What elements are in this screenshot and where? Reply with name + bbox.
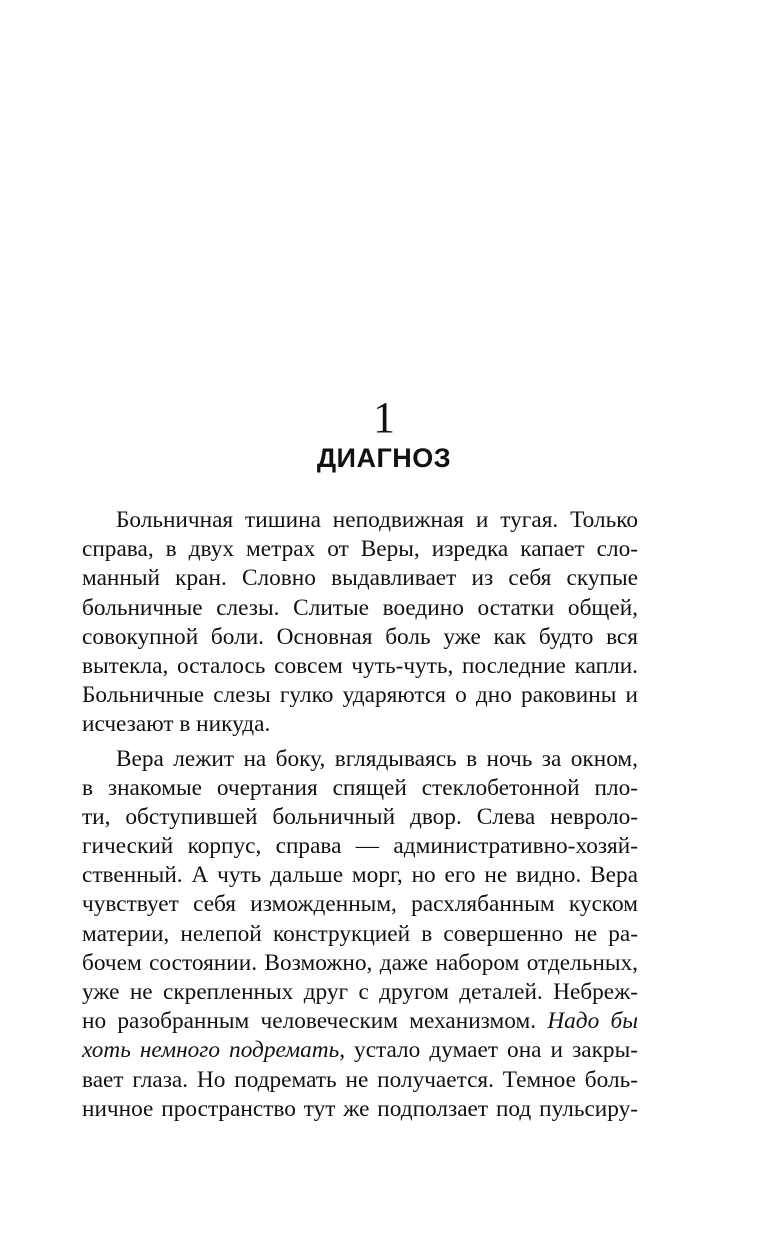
text-line-mixed [82,1036,638,1065]
text-line: материи, нелепой конструкцией в совершенно не ра- [82,920,638,947]
text-line: вытекла, осталось совсем чуть-чуть, последние капли. [82,652,638,679]
text-line: вает глаза. Но подремать не получается. Темное боль- [82,1066,638,1093]
text-line: ти, обступившей больничный двор. Слева невроло- [82,803,638,830]
chapter-number: 1 [373,393,395,442]
italic-phrase: хоть немного подремать [82,1037,340,1064]
text-line: уже не скрепленных друг с другом деталей. Небреж- [82,979,638,1005]
chapter-body [82,506,638,1129]
text-line: ственный. А чуть дальше морг, но его не видно. Вера [82,862,638,889]
text-run: , устало думает она и закры- [339,1037,638,1064]
text-line: Вера лежит на боку, вглядываясь в ночь за окном, [116,745,638,772]
text-line: совокупной боли. Основная боль уже как будто вся [82,623,638,650]
paragraph-2 [82,745,638,1124]
italic-phrase: Надо бы [547,1008,638,1035]
text-line: ничное пространство тут же подползает под пульсиру- [82,1095,638,1122]
text-line: больничные слезы. Слитые воедино остатки общей, [82,594,638,621]
text-line: чувствует себя изможденным, расхлябанным куском [82,891,638,918]
text-line: Больничная тишина неподвижная и тугая. Только [116,507,638,533]
text-line: в знакомые очертания спящей стеклобетонной пло- [82,774,638,801]
chapter-title: ДИАГНОЗ [316,443,452,473]
paragraph-1 [82,506,638,740]
text-line: исчезают в никуда. [82,711,271,738]
text-line: манный кран. Словно выдавливает из себя скупые [82,565,638,592]
text-line: справа, в двух метрах от Веры, изредка капает сло- [82,536,638,563]
text-line-mixed [82,1007,638,1036]
text-line: бочем состоянии. Возможно, даже набором отдельных, [82,949,638,976]
text-line: гический корпус, справа — административно-хозяй- [82,833,638,860]
text-run: но разобранным человеческим механизмом. [82,1008,548,1035]
text-line: Больничные слезы гулко ударяются о дно раковины и [82,682,638,709]
